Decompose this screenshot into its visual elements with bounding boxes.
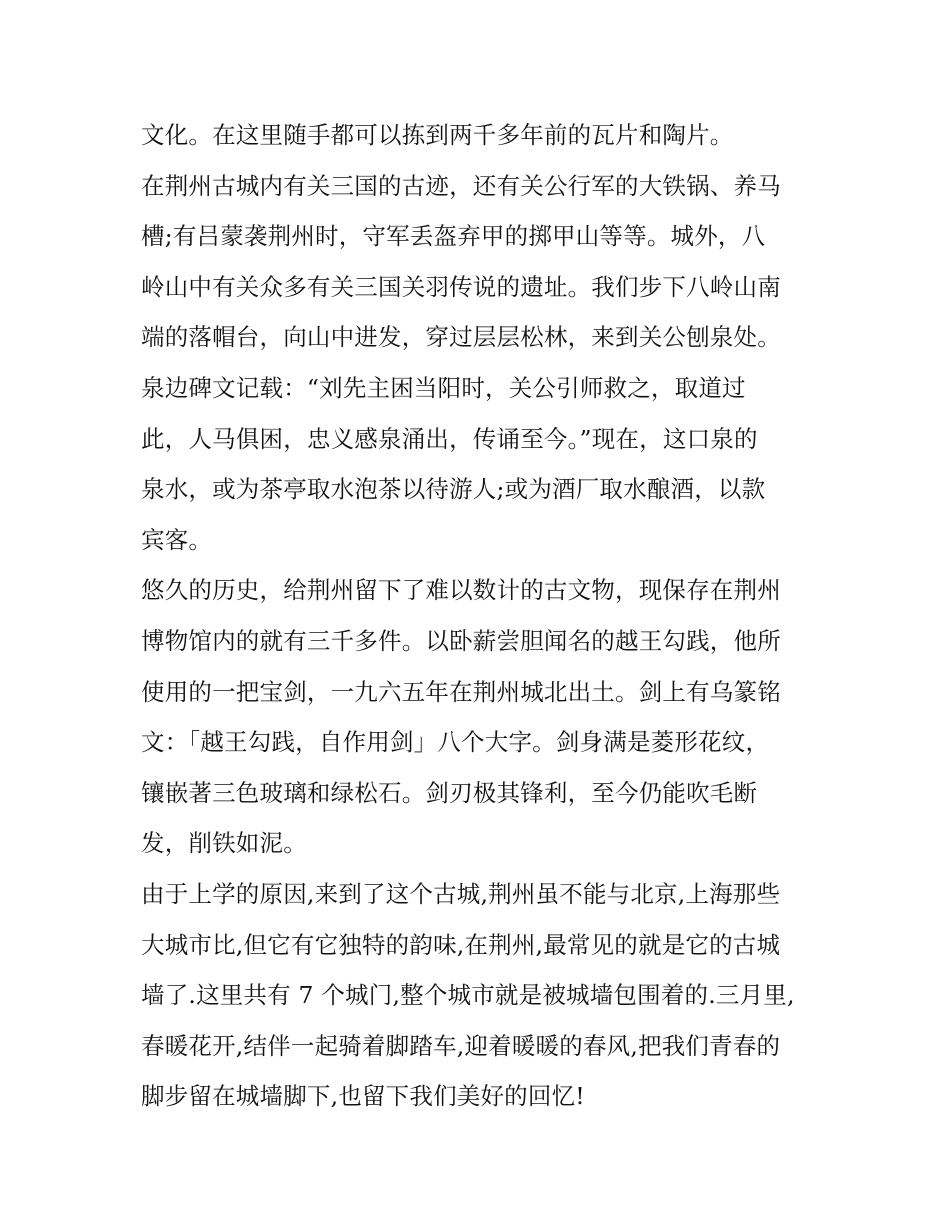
text-line: 泉水，或为茶亭取水泡茶以待游人;或为酒厂取水酿酒，以款 xyxy=(141,475,766,504)
text-line: 槽;有吕蒙袭荆州时，守军丢盔弃甲的掷甲山等等。城外，八 xyxy=(141,222,766,251)
text-line: 镶嵌著三色玻璃和绿松石。剑刃极其锋利，至今仍能吹毛断 xyxy=(141,778,758,807)
text-line: 宾客。 xyxy=(141,525,213,554)
text-line: 文化。在这里随手都可以拣到两千多年前的瓦片和陶片。 xyxy=(141,121,734,149)
text-line: 大城市比,但它有它独特的韵味,在荆州,最常见的就是它的古城 xyxy=(141,930,781,959)
text-line: 端的落帽台，向山中进发，穿过层层松林，来到关公刨泉处。 xyxy=(141,323,781,352)
text-line: 泉边碑文记载：“刘先主困当阳时，关公引师救之，取道过 xyxy=(141,373,746,402)
text-line: 在荆州古城内有关三国的古迹，还有关公行军的大铁锅、养马 xyxy=(141,171,781,200)
text-line: 由于上学的原因,来到了这个古城,荆州虽不能与北京,上海那些 xyxy=(141,879,781,908)
text-line: 墙了.这里共有 7 个城门,整个城市就是被城墙包围着的.三月里, xyxy=(141,981,795,1010)
text-line: 文：「越王勾践，自作用剑」八个大字。剑身满是菱形花纹， xyxy=(141,728,770,757)
text-line: 发，削铁如泥。 xyxy=(141,829,307,858)
text-line: 悠久的历史，给荆州留下了难以数计的古文物，现保存在荆州 xyxy=(141,576,781,605)
text-line: 使用的一把宝剑，一九六五年在荆州城北出土。剑上有乌篆铭 xyxy=(141,677,781,706)
document-body xyxy=(141,110,821,1122)
text-line: 岭山中有关众多有关三国关羽传说的遗址。我们步下八岭山南 xyxy=(141,272,781,301)
text-line: 此，人马俱困，忠义感泉涌出，传诵至今。”现在，这口泉的 xyxy=(141,424,758,453)
text-line: 春暖花开,结伴一起骑着脚踏车,迎着暖暖的春风,把我们青春的 xyxy=(141,1031,781,1060)
text-line: 脚步留在城墙脚下,也留下我们美好的回忆! xyxy=(141,1082,585,1111)
text-line: 博物馆内的就有三千多件。以卧薪尝胆闻名的越王勾践，他所 xyxy=(141,626,781,655)
